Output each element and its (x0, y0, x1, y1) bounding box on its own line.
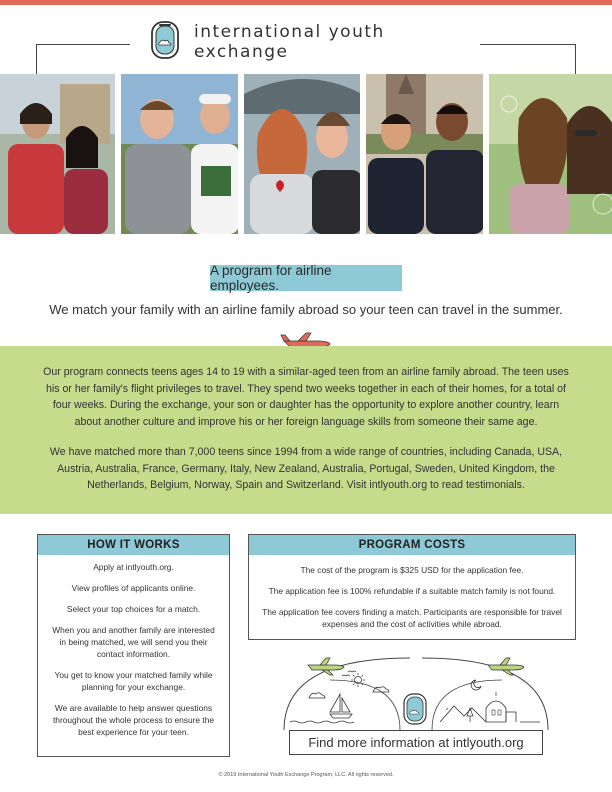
how-it-works-box (37, 534, 230, 757)
list-item: Apply at intlyouth.org. (93, 562, 174, 572)
how-it-works-heading: HOW IT WORKS (38, 535, 229, 555)
brand-title: international youth exchange (194, 22, 385, 62)
list-item: You get to know your matched family while planning for your exchange. (54, 670, 213, 692)
how-it-works-list (38, 555, 229, 738)
intro-paragraph-2: We have matched more than 7,000 teens since 1994 from a wide range of countries, including Canada, USA, Austria, Australia, France, Germany, Italy, New Zealand, Australia, Portugal, Sweden, United Kingdom, the Netherlands, Belgium, Norway, Spain and Switzerland. Visit intlyouth.org to read testimonials. (49, 446, 563, 491)
building-icon (486, 692, 516, 722)
photo-teens-2 (121, 74, 238, 234)
green-plane-icon-left (308, 658, 344, 675)
list-item: The cost of the program is $325 USD for the application fee. (300, 565, 524, 575)
program-costs-list (249, 555, 575, 630)
photo-teens-4 (366, 74, 483, 234)
subtitle: We match your family with an airline family abroad so your teen can travel in the summer. (49, 302, 563, 317)
sun-icon (351, 673, 365, 687)
list-item: The application fee covers finding a match. Participants are responsible for travel expenses and the cost of activities while abroad. (262, 607, 562, 629)
list-item: The application fee is 100% refundable if a suitable match family is not found. (268, 586, 556, 596)
intro-section (0, 346, 612, 514)
footer-copyright: © 2019 International Youth Exchange Program, LLC. All rights reserved. (218, 772, 394, 778)
sailboat-icon (330, 694, 352, 718)
top-accent-bar (0, 0, 612, 5)
program-costs-heading: PROGRAM COSTS (249, 535, 575, 555)
photo-teens-3 (244, 74, 361, 234)
mountains-icon (440, 706, 486, 722)
list-item: We are available to help answer questions throughout the whole process to ensure the best experience for your teen. (52, 703, 215, 737)
program-costs-box (248, 534, 576, 640)
photo-teens-5 (489, 74, 612, 234)
tagline: A program for airline employees. (210, 265, 402, 291)
list-item: When you and another family are interested in being matched, we will send you their contact information. (52, 625, 215, 659)
header-brand (130, 18, 480, 66)
airplane-window-icon (150, 18, 184, 67)
airplane-window-icon-small (404, 694, 426, 724)
more-info-link[interactable]: Find more information at intlyouth.org (289, 730, 543, 755)
list-item: Select your top choices for a match. (66, 604, 201, 614)
photo-strip (0, 74, 612, 234)
photo-teens-1 (0, 74, 115, 234)
list-item: View profiles of applicants online. (71, 583, 196, 593)
green-plane-icon-right (488, 658, 524, 675)
intro-paragraph-1: Our program connects teens ages 14 to 19 with a similar-aged teen from an airline family abroad. The teen uses his or her family's flight privileges to travel. They spend two weeks together in each of their homes, for a total of four weeks. During the exchange, your son or daughter has the opportunity to explore another country, learn about another culture and improve his or her foreign language skills from someone their same age. (43, 366, 569, 428)
travel-illustration (270, 650, 562, 730)
